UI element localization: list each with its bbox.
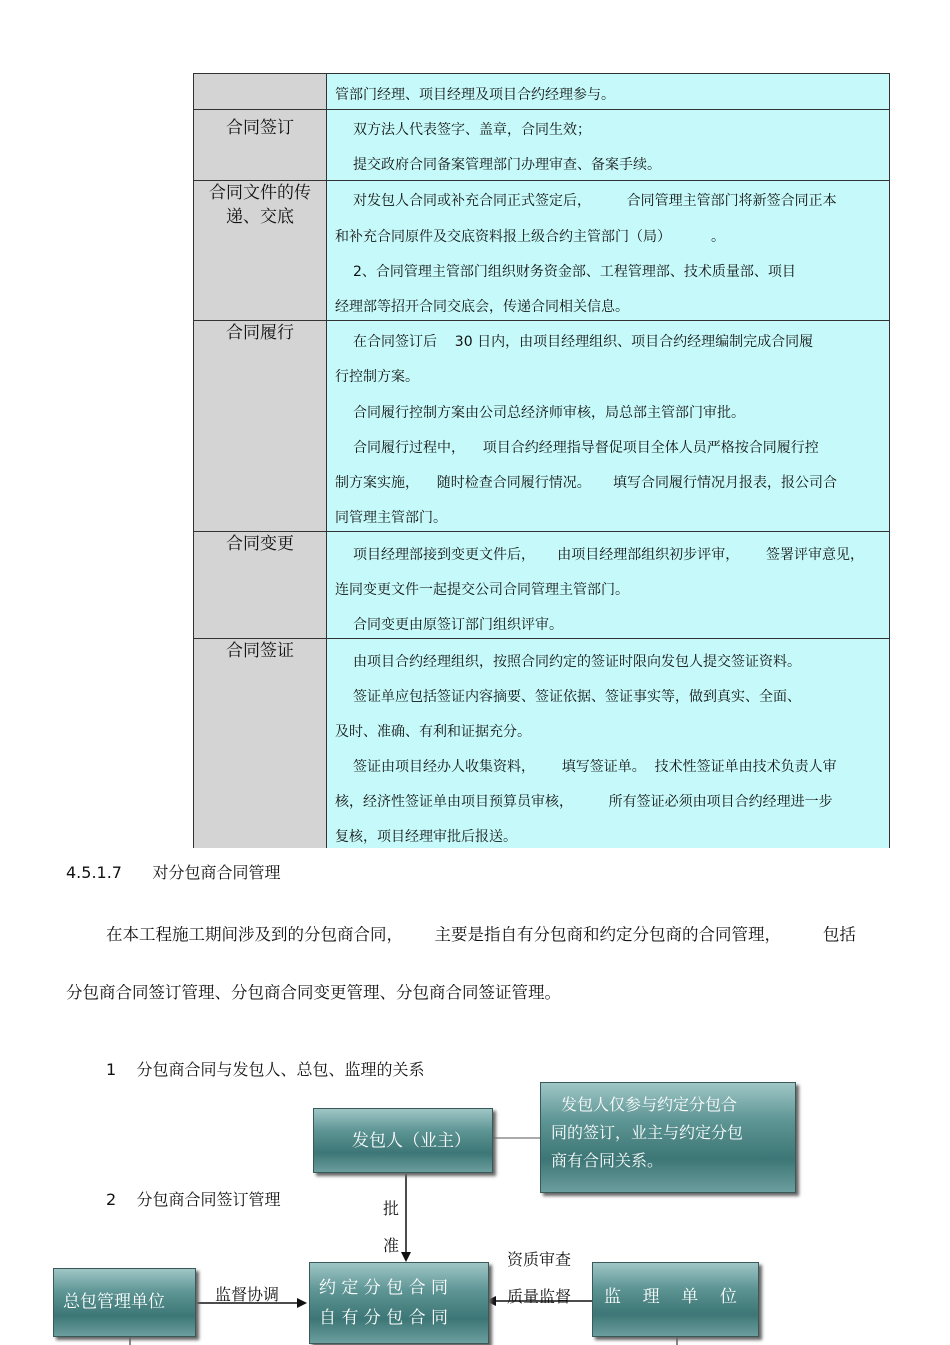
row-text-line: 行控制方案。: [335, 369, 419, 385]
row-text-line: 在合同签订后 30 日内，由项目经理组织、项目合约经理编制完成合同履: [353, 334, 814, 350]
row-text-line: 双方法人代表签字、盖章，合同生效；: [353, 122, 591, 138]
subcontract-line: 自 有 分 包 合 同: [319, 1308, 449, 1328]
note-line: 商有合同关系。: [551, 1151, 664, 1170]
row-text-line: 同管理主管部门。: [335, 510, 447, 526]
general-contractor-label: 总包管理单位: [63, 1292, 165, 1312]
employer-label: 发包人（业主）: [352, 1131, 471, 1151]
row-text-line: 管部门经理、项目经理及项目合约经理参与。: [335, 87, 615, 103]
row-text-line: 签证单应包括签证内容摘要、签证依据、签证事实等，做到真实、全面、: [353, 689, 801, 705]
row-text-line: 经理部等招开合同交底会，传递合同相关信息。: [335, 299, 629, 315]
qualification-label: 资质审查: [507, 1250, 572, 1269]
row-label-line: 合同文件的传: [209, 183, 311, 203]
coordinate-label: 监督协调: [215, 1285, 280, 1304]
approve-label: 批: [383, 1199, 400, 1218]
row-label-line: 递、交底: [226, 207, 294, 227]
row-text-line: 合同履行控制方案由公司总经济师审核，局总部主管部门审批。: [353, 405, 745, 421]
row-text-line: 核，经济性签证单由项目预算员审核， 所有签证必须由项目合约经理进一步: [335, 794, 833, 810]
general-contractor-box: [53, 1268, 196, 1337]
quality-label: 质量监督: [507, 1287, 572, 1306]
row-text-line: 复核，项目经理审批后报送。: [335, 829, 517, 845]
note-line: 同的签订，业主与约定分包: [551, 1123, 744, 1142]
employer-box: [313, 1108, 493, 1173]
row-text-line: 对发包人合同或补充合同正式签定后， 合同管理主管部门将新签合同正本: [353, 193, 837, 209]
row-text-line: 和补充合同原件及交底资料报上级合约主管部门（局） 。: [335, 229, 726, 245]
row-label: 合同变更: [194, 532, 327, 638]
row-text-line: 合同履行过程中， 项目合约经理指导督促项目全体人员严格按合同履行控: [353, 440, 819, 456]
row-label: 合同签订: [194, 110, 327, 180]
approve-label: 准: [383, 1236, 400, 1255]
paragraph-line: 在本工程施工期间涉及到的分包商合同， 主要是指自有分包商和约定分包商的合同管理， 包括: [106, 925, 856, 944]
row-text-line: 提交政府合同备案管理部门办理审查、备案手续。: [353, 157, 661, 173]
supervisor-box: [592, 1262, 759, 1337]
row-label: 合同履行: [194, 321, 327, 531]
row-text-line: 合同变更由原签订部门组织评审。: [353, 617, 563, 633]
section-heading: 4.5.1.7 对分包商合同管理: [66, 863, 281, 882]
supervisor-label: 监 理 单 位: [604, 1287, 737, 1307]
subcontract-box: [309, 1262, 489, 1344]
row-text-line: 连同变更文件一起提交公司合同管理主管部门。: [335, 582, 629, 598]
list-item: 1 分包商合同与发包人、总包、监理的关系: [106, 1060, 425, 1079]
note-line: 发包人仅参与约定分包合: [561, 1095, 738, 1114]
row-text-line: 制方案实施， 随时检查合同履行情况。 填写合同履行情况月报表，报公司合: [335, 475, 838, 491]
subcontract-line: 约 定 分 包 合 同: [319, 1278, 449, 1298]
paragraph-line: 分包商合同签订管理、分包商合同变更管理、分包商合同签证管理。: [66, 983, 561, 1002]
row-text-line: 由项目合约经理组织，按照合同约定的签证时限向发包人提交签证资料。: [353, 654, 801, 670]
list-item: 2 分包商合同签订管理: [106, 1190, 281, 1209]
row-label: 合同签证: [194, 639, 327, 848]
row-text-line: 及时、准确、有利和证据充分。: [335, 724, 531, 740]
note-box: [540, 1082, 796, 1193]
row-text-line: 项目经理部接到变更文件后， 由项目经理部组织初步评审， 签署评审意见，: [353, 547, 864, 563]
row-text-line: 2、合同管理主管部门组织财务资金部、工程管理部、技术质量部、项目: [353, 264, 796, 280]
row-text-line: 签证由项目经办人收集资料， 填写签证单。 技术性签证单由技术负责人审: [353, 759, 837, 775]
